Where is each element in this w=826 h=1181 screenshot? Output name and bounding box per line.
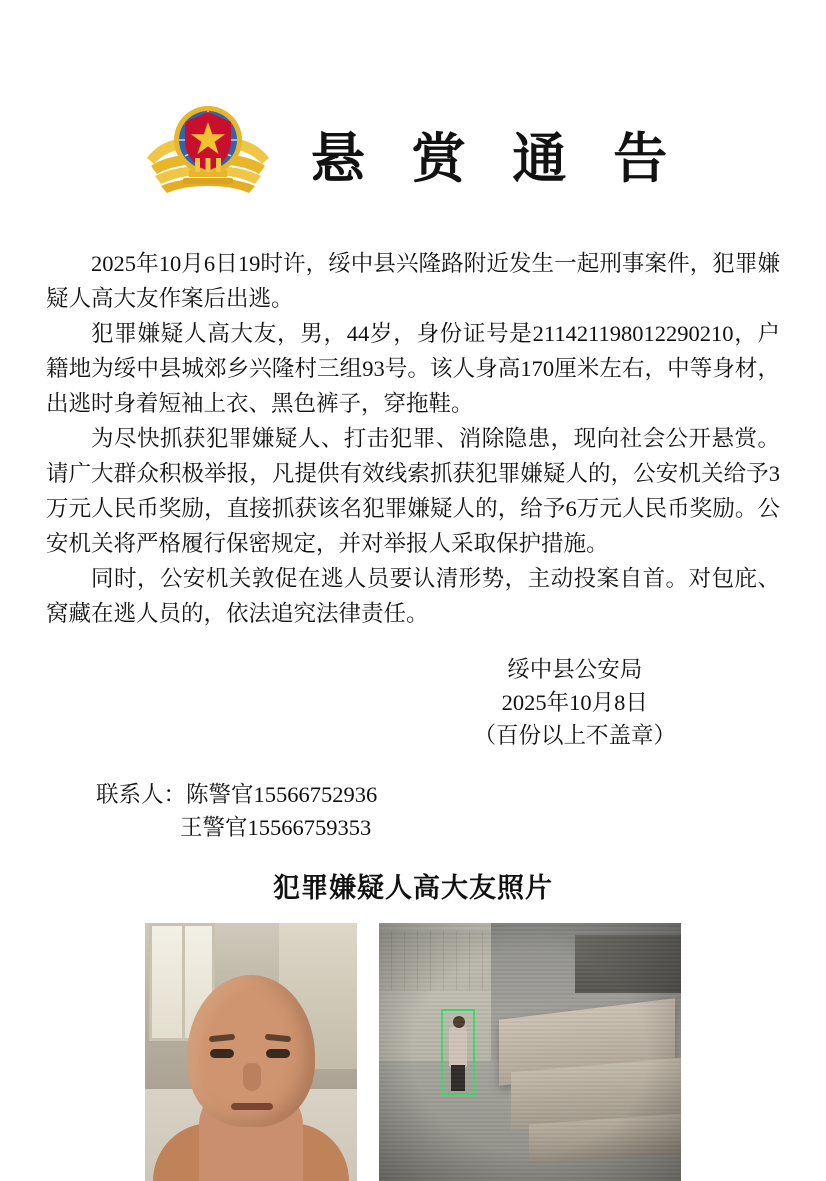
paragraph-suspect-details: 犯罪嫌疑人高大友，男，44岁，身份证号是211421198012290210，户籍地为绥中县城郊乡兴隆村三组93号。该人身高170厘米左右，中等身材，出逃时身着短袖上衣、黑色裤子，穿拖鞋。: [46, 321, 780, 416]
contact-row: [96, 778, 826, 811]
contact-officer-wang: 王警官15566759353: [180, 815, 372, 840]
signature-issuer: 绥中县公安局: [507, 657, 643, 682]
document-header: [0, 0, 826, 212]
contact-block: [96, 778, 826, 844]
photo-gallery: [0, 923, 826, 1181]
paragraph-incident: 2025年10月6日19时许，绥中县兴隆路附近发生一起刑事案件，犯罪嫌疑人高大友作案后出逃。: [46, 251, 780, 311]
paragraph-surrender-warning: 同时，公安机关敦促在逃人员要认清形势，主动投案自首。对包庇、窝藏在逃人员的，依法追究法律责任。: [46, 566, 780, 626]
contact-label: 联系人：: [96, 782, 187, 807]
contact-officer-chen: 陈警官15566752936: [186, 782, 378, 807]
signature-block: [0, 631, 826, 752]
signature-date: 2025年10月8日: [501, 690, 648, 715]
paragraph-reward: 为尽快抓获犯罪嫌疑人、打击犯罪、消除隐患，现向社会公开悬赏。请广大群众积极举报，凡提供有效线索抓获犯罪嫌疑人的，公安机关给予3万元人民币奖励，直接抓获该名犯罪嫌疑人的，给予6万元人民币奖励。公安机关将严格履行保密规定，并对举报人采取保护措施。: [46, 426, 780, 556]
surveillance-still-photo: [379, 923, 681, 1181]
photos-caption: 犯罪嫌疑人高大友照片: [273, 873, 553, 904]
page-title: 悬 赏 通 告: [310, 125, 682, 190]
contact-row: [96, 811, 826, 844]
signature-note: （百份以上不盖章）: [473, 723, 676, 748]
suspect-portrait-photo: [145, 923, 357, 1181]
notice-body: [46, 246, 780, 631]
police-emblem-icon: [145, 96, 271, 212]
